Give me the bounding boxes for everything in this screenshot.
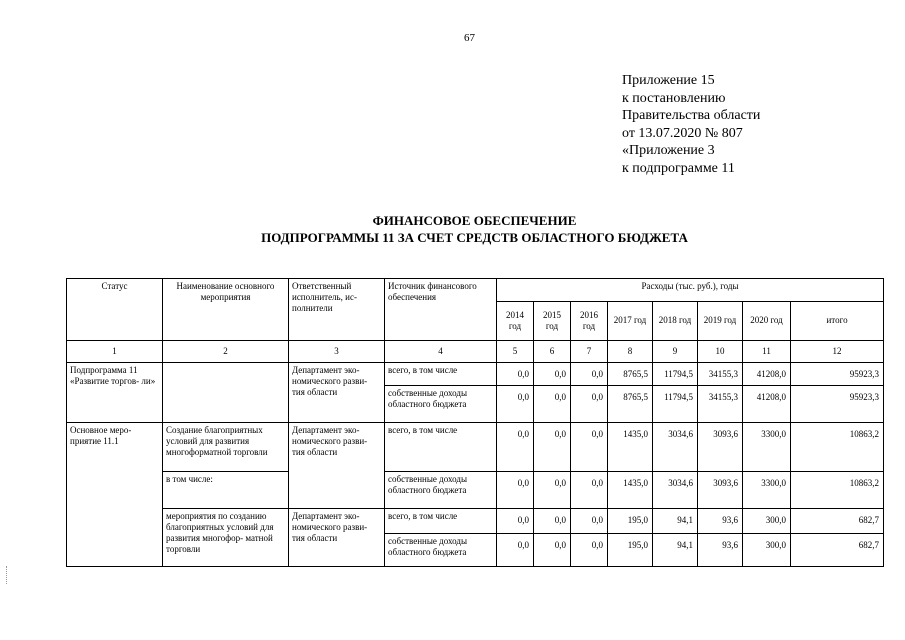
name-cell: мероприятия по созданию благоприятных условий для развития многофор- матной торговли: [163, 509, 289, 567]
value-cell: 195,0: [608, 534, 653, 567]
value-cell: 195,0: [608, 509, 653, 534]
header-source: Источник финансового обеспечения: [385, 279, 497, 341]
column-number: 2: [163, 340, 289, 363]
annex-line: от 13.07.2020 № 807: [622, 125, 743, 141]
value-cell: 3300,0: [743, 472, 791, 509]
column-number: 6: [534, 340, 571, 363]
header-executor: Ответственный исполнитель, ис- полнители: [289, 279, 385, 341]
executor-cell: Департамент эко- номического разви- тия области: [289, 363, 385, 423]
column-numbers-row: [67, 340, 884, 363]
document-subtitle: ПОДПРОГРАММЫ 11 ЗА СЧЕТ СРЕДСТВ ОБЛАСТНОГО БЮДЖЕТА: [261, 230, 688, 245]
value-cell: 8765,5: [608, 385, 653, 422]
value-cell: 0,0: [571, 385, 608, 422]
source-cell: собственные доходы областного бюджета: [385, 534, 497, 567]
column-number: 10: [698, 340, 743, 363]
header-year: 2015 год: [534, 301, 571, 340]
value-cell: 0,0: [497, 385, 534, 422]
value-cell: 0,0: [497, 472, 534, 509]
column-number: 5: [497, 340, 534, 363]
table-row: [67, 509, 884, 534]
value-cell: 300,0: [743, 534, 791, 567]
column-number: 8: [608, 340, 653, 363]
value-cell: 0,0: [571, 534, 608, 567]
annex-line: Приложение 15: [622, 73, 715, 88]
value-cell: 1435,0: [608, 472, 653, 509]
page-number: 67: [464, 32, 475, 44]
value-cell: 11794,5: [653, 363, 698, 386]
header-year: 2019 год: [698, 301, 743, 340]
header-expenses: Расходы (тыс. руб.), годы: [497, 279, 884, 302]
table-row: [67, 363, 884, 386]
value-cell: 0,0: [497, 534, 534, 567]
annex-line: «Приложение 3: [622, 143, 715, 158]
value-cell: 0,0: [571, 509, 608, 534]
annex-block: [622, 72, 760, 177]
header-year: 2016 год: [571, 301, 608, 340]
header-row: [67, 279, 884, 302]
total-cell: 682,7: [791, 509, 884, 534]
header-name: Наименование основного мероприятия: [163, 279, 289, 341]
document-title: ФИНАНСОВОЕ ОБЕСПЕЧЕНИЕ: [372, 213, 577, 228]
header-year: 2017 год: [608, 301, 653, 340]
header-year-total: итого: [791, 301, 884, 340]
column-number: 11: [743, 340, 791, 363]
source-cell: всего, в том числе: [385, 509, 497, 534]
value-cell: 0,0: [571, 422, 608, 471]
value-cell: 300,0: [743, 509, 791, 534]
value-cell: 41208,0: [743, 385, 791, 422]
total-cell: 682,7: [791, 534, 884, 567]
value-cell: 0,0: [534, 422, 571, 471]
column-number: 1: [67, 340, 163, 363]
header-status: Статус: [67, 279, 163, 341]
column-number: 3: [289, 340, 385, 363]
value-cell: 0,0: [534, 363, 571, 386]
value-cell: 0,0: [534, 472, 571, 509]
value-cell: 1435,0: [608, 422, 653, 471]
column-number: 4: [385, 340, 497, 363]
value-cell: 0,0: [534, 509, 571, 534]
value-cell: 94,1: [653, 534, 698, 567]
name-cell: [163, 363, 289, 423]
value-cell: 93,6: [698, 534, 743, 567]
value-cell: 41208,0: [743, 363, 791, 386]
executor-cell: Департамент эко- номического разви- тия области: [289, 422, 385, 508]
value-cell: 0,0: [497, 363, 534, 386]
name-cell: Создание благоприятных условий для развития многоформатной торговли: [163, 422, 289, 471]
column-number: 9: [653, 340, 698, 363]
value-cell: 3093,6: [698, 472, 743, 509]
table-row: [67, 422, 884, 471]
annex-line: к подпрограмме 11: [622, 160, 735, 176]
source-cell: всего, в том числе: [385, 422, 497, 471]
value-cell: 3093,6: [698, 422, 743, 471]
header-year: 2014 год: [497, 301, 534, 340]
status-cell: Подпрограмма 11 «Развитие торгов- ли»: [67, 363, 163, 423]
value-cell: 0,0: [534, 385, 571, 422]
value-cell: 93,6: [698, 509, 743, 534]
executor-cell: Департамент эко- номического разви- тия области: [289, 509, 385, 567]
total-cell: 10863,2: [791, 422, 884, 471]
value-cell: 0,0: [534, 534, 571, 567]
annex-line: Правительства области: [622, 108, 761, 123]
column-number: 7: [571, 340, 608, 363]
scan-edge-mark: [6, 566, 9, 584]
source-cell: собственные доходы областного бюджета: [385, 385, 497, 422]
header-year: 2018 год: [653, 301, 698, 340]
source-cell: собственные доходы областного бюджета: [385, 472, 497, 509]
value-cell: 8765,5: [608, 363, 653, 386]
header-year: 2020 год: [743, 301, 791, 340]
source-cell: всего, в том числе: [385, 363, 497, 386]
value-cell: 34155,3: [698, 363, 743, 386]
value-cell: 0,0: [497, 509, 534, 534]
value-cell: 0,0: [571, 363, 608, 386]
table-row: [67, 472, 884, 509]
budget-table: [66, 278, 884, 567]
value-cell: 94,1: [653, 509, 698, 534]
name-cell: в том числе:: [163, 472, 289, 509]
value-cell: 34155,3: [698, 385, 743, 422]
value-cell: 0,0: [571, 472, 608, 509]
total-cell: 95923,3: [791, 385, 884, 422]
value-cell: 3300,0: [743, 422, 791, 471]
value-cell: 3034,6: [653, 422, 698, 471]
total-cell: 10863,2: [791, 472, 884, 509]
column-number: 12: [791, 340, 884, 363]
total-cell: 95923,3: [791, 363, 884, 386]
status-cell: Основное меро- приятие 11.1: [67, 422, 163, 566]
value-cell: 3034,6: [653, 472, 698, 509]
annex-line: к постановлению: [622, 90, 726, 106]
value-cell: 0,0: [497, 422, 534, 471]
value-cell: 11794,5: [653, 385, 698, 422]
